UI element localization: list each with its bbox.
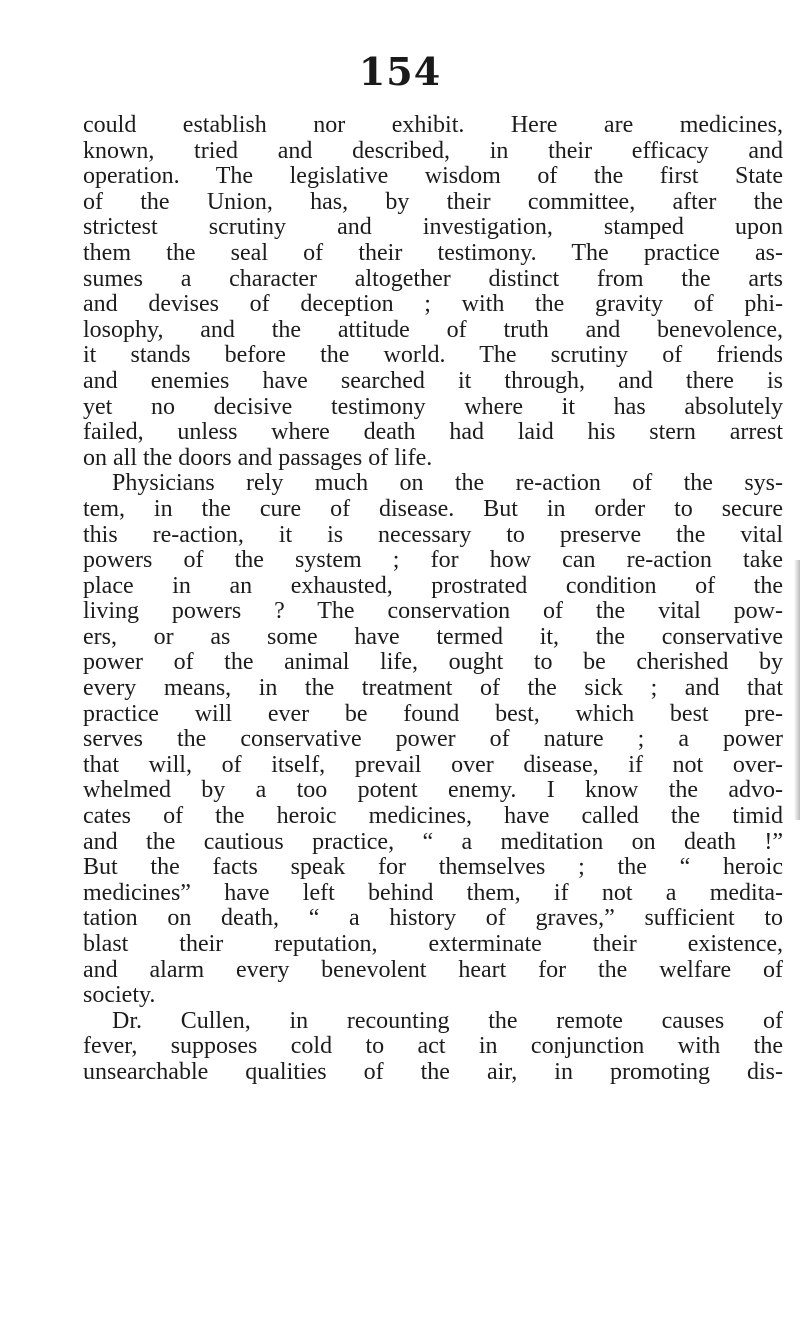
text-line: whelmed by a too potent enemy. I know the advo- — [83, 778, 783, 804]
text-line: practice will ever be found best, which best pre- — [83, 701, 783, 727]
text-line: them the seal of their testimony. The practice as- — [83, 240, 783, 266]
text-line: Dr. Cullen, in recounting the remote causes of — [112, 1008, 783, 1034]
text-line: could establish nor exhibit. Here are medicines, — [83, 113, 783, 138]
text-line: strictest scrutiny and investigation, stamped upon — [83, 215, 783, 241]
text-line: powers of the system ; for how can re-action take — [83, 548, 783, 574]
text-line: losophy, and the attitude of truth and benevolence, — [83, 317, 783, 343]
text-line: unsearchable qualities of the air, in promoting dis- — [83, 1059, 783, 1085]
text-line: power of the animal life, ought to be cherished by — [83, 650, 783, 676]
text-line: Physicians rely much on the re-action of the sys- — [112, 471, 783, 497]
text-line: tem, in the cure of disease. But in order to secure — [83, 496, 783, 522]
text-line: and enemies have searched it through, and there is — [83, 368, 783, 394]
text-line: blast their reputation, exterminate their existence, — [83, 932, 783, 957]
text-line: ers, or as some have termed it, the conservative — [83, 624, 783, 650]
text-line: place in an exhausted, prostrated condition of the — [83, 573, 783, 599]
text-line: and alarm every benevolent heart for the welfare of — [83, 957, 783, 983]
text-line: of the Union, has, by their committee, after the — [83, 189, 783, 215]
text-line: and devises of deception ; with the gravity of phi- — [83, 292, 783, 318]
text-line: tation on death, “ a history of graves,” sufficient to — [83, 906, 783, 932]
text-line: cates of the heroic medicines, have called the timid — [83, 804, 783, 830]
text-line: But the facts speak for themselves ; the “ heroic — [83, 855, 783, 881]
text-line: known, tried and described, in their efficacy and — [83, 138, 783, 164]
text-line: on all the doors and passages of life. — [83, 444, 433, 471]
text-line: yet no decisive testimony where it has absolutely — [83, 394, 783, 420]
text-line: society. — [83, 982, 156, 1009]
text-line: that will, of itself, prevail over disease, if not over- — [83, 752, 783, 778]
page-number: 154 — [358, 49, 442, 94]
text-line: and the cautious practice, “ a meditation on death !” — [83, 829, 783, 855]
text-line: sumes a character altogether distinct from the arts — [83, 266, 783, 292]
text-line: living powers ? The conservation of the vital pow- — [83, 599, 783, 625]
text-line: every means, in the treatment of the sick ; and that — [83, 676, 783, 702]
text-line: this re-action, it is necessary to preserve the vital — [83, 522, 783, 548]
text-line: operation. The legislative wisdom of the first State — [83, 164, 783, 190]
text-line: fever, supposes cold to act in conjunction with the — [83, 1034, 783, 1060]
text-line: it stands before the world. The scrutiny of friends — [83, 343, 783, 369]
page-edge-shadow — [794, 560, 800, 820]
body-text — [83, 113, 783, 1086]
text-line: medicines” have left behind them, if not a medita- — [83, 880, 783, 906]
text-line: failed, unless where death had laid his stern arrest — [83, 420, 783, 446]
text-line: serves the conservative power of nature ; a power — [83, 727, 783, 753]
